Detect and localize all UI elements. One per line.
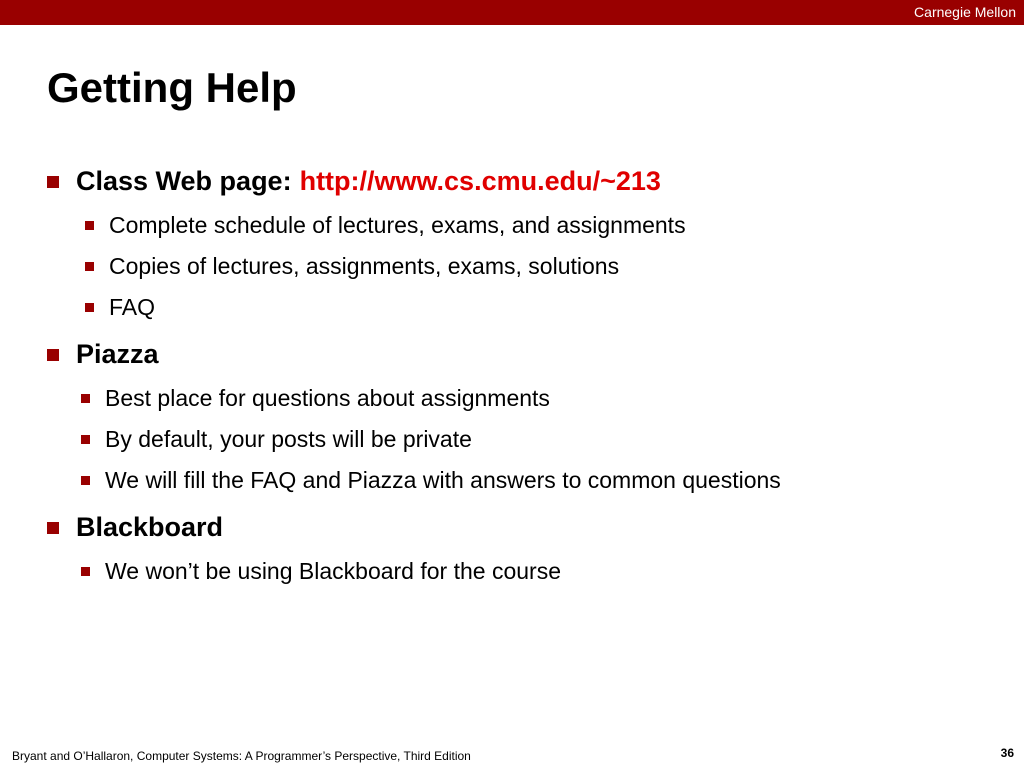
square-bullet-icon <box>47 522 59 534</box>
list-item <box>85 294 155 321</box>
square-bullet-icon <box>47 349 59 361</box>
list-item-text: Complete schedule of lectures, exams, and assignments <box>109 212 686 238</box>
list-item-text: FAQ <box>109 294 156 320</box>
square-bullet-icon <box>85 262 94 271</box>
list-item <box>81 385 550 412</box>
section-heading: Blackboard <box>76 512 224 542</box>
slide-title: Getting Help <box>47 64 297 111</box>
list-item <box>81 426 472 453</box>
section-blackboard <box>47 512 223 543</box>
section-piazza <box>47 339 159 370</box>
list-item <box>81 467 781 494</box>
square-bullet-icon <box>81 476 90 485</box>
footer-citation: Bryant and O’Hallaron, Computer Systems: A Programmer’s Perspective, Third Edition <box>12 749 471 763</box>
brand-label: Carnegie Mellon <box>914 4 1016 20</box>
list-item-text: We won’t be using Blackboard for the course <box>105 558 561 584</box>
square-bullet-icon <box>85 221 94 230</box>
list-item <box>81 558 561 585</box>
list-item <box>85 253 619 280</box>
list-item-text: Best place for questions about assignments <box>105 385 550 411</box>
square-bullet-icon <box>81 394 90 403</box>
page-number: 36 <box>1000 746 1014 760</box>
section-heading: Class Web page: <box>76 166 292 196</box>
list-item-text: We will fill the FAQ and Piazza with answers to common questions <box>105 467 781 493</box>
list-item <box>85 212 686 239</box>
list-item-text: By default, your posts will be private <box>105 426 472 452</box>
section-heading: Piazza <box>76 339 159 369</box>
square-bullet-icon <box>81 567 90 576</box>
square-bullet-icon <box>81 435 90 444</box>
section-class-web-page <box>47 166 661 197</box>
class-web-page-link[interactable]: http://www.cs.cmu.edu/~213 <box>299 166 661 196</box>
list-item-text: Copies of lectures, assignments, exams, solutions <box>109 253 620 279</box>
square-bullet-icon <box>85 303 94 312</box>
square-bullet-icon <box>47 176 59 188</box>
